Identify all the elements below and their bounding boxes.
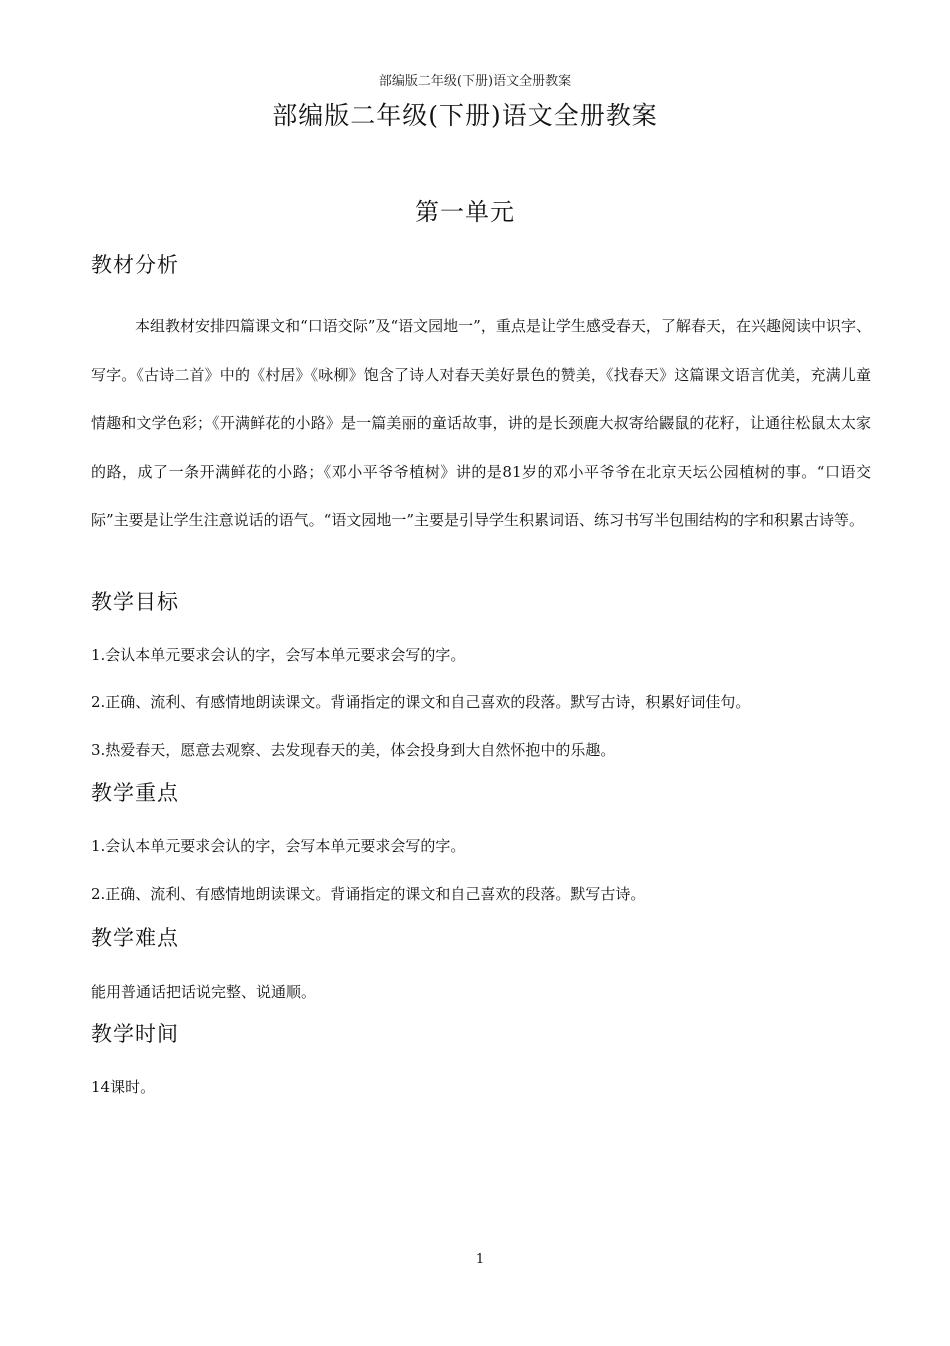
key-point-item-2: 2.正确、流利、有感情地朗读课文。背诵指定的课文和自己喜欢的段落。默写古诗。 <box>91 885 646 903</box>
difficulties-heading: 教学难点 <box>91 926 179 950</box>
key-points-heading: 教学重点 <box>91 781 179 805</box>
goal-item-2: 2.正确、流利、有感情地朗读课文。背诵指定的课文和自己喜欢的段落。默写古诗，积累好词佳句。 <box>91 693 751 711</box>
page-number: 1 <box>475 1252 485 1267</box>
document-title: 部编版二年级(下册)语文全册教案 <box>272 101 658 130</box>
analysis-paragraph: 本组教材安排四篇课文和“口语交际”及“语文园地一”，重点是让学生感受春天，了解春天，在兴趣阅读中识字、写字。《古诗二首》中的《村居》《咏柳》饱含了诗人对春天美好景色的赞美，《找春天》这篇课文语言优美，充满儿童情趣和文学色彩；《开满鲜花的小路》是一篇美丽的童话故事，讲的是长颈鹿大叔寄给鼹鼠的花籽，让通往松鼠太太家的路，成了一条开满鲜花的小路；《邓小平爷爷植树》讲的是81岁的邓小平爷爷在北京天坛公园植树的事。“口语交际”主要是让学生注意说话的语气。“语文园地一”主要是引导学生积累词语、练习书写半包围结构的字和积累古诗等。 <box>91 317 871 530</box>
time-heading: 教学时间 <box>91 1022 179 1046</box>
running-header: 部编版二年级(下册)语文全册教案 <box>378 74 572 89</box>
difficulties-text: 能用普通话把话说完整、说通顺。 <box>91 983 317 1001</box>
goal-item-3: 3.热爱春天，愿意去观察、去发现春天的美，体会投身到大自然怀抱中的乐趣。 <box>91 741 616 759</box>
analysis-heading: 教材分析 <box>91 253 179 277</box>
goal-item-1: 1.会认本单元要求会认的字，会写本单元要求会写的字。 <box>91 646 466 664</box>
time-text: 14课时。 <box>91 1078 156 1096</box>
key-point-item-1: 1.会认本单元要求会认的字，会写本单元要求会写的字。 <box>91 837 466 855</box>
unit-title: 第一单元 <box>415 198 515 226</box>
goals-heading: 教学目标 <box>91 590 179 614</box>
